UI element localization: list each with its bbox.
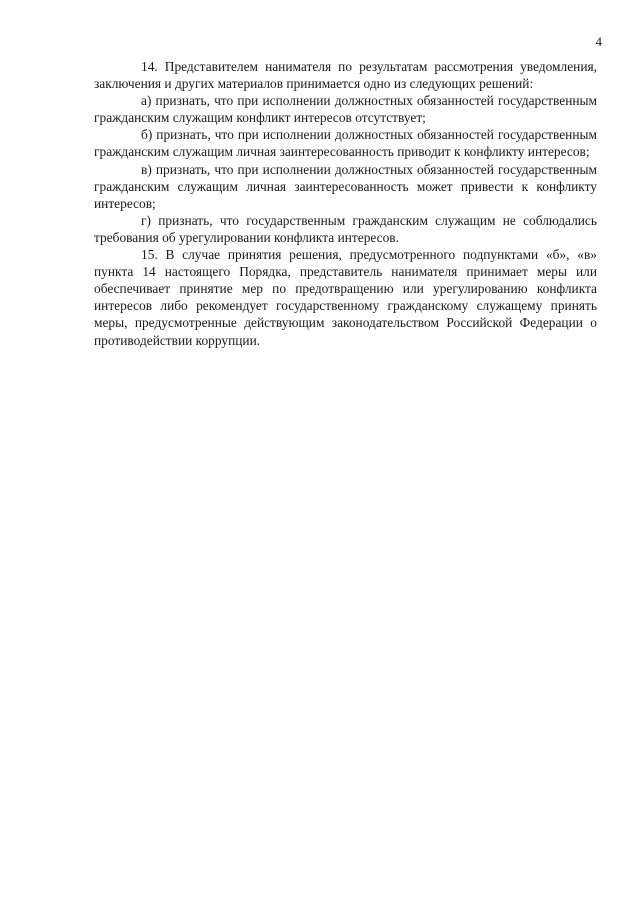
paragraph-item-14: 14. Представителем нанимателя по результатам рассмотрения уведомления, заключения и других материалов принимается одно из следующих решений:: [94, 59, 597, 92]
paragraph-subitem-g: г) признать, что государственным гражданским служащим не соблюдались требования об урегулировании конфликта интересов.: [94, 212, 597, 245]
document-body: [94, 58, 597, 349]
paragraph-subitem-v: в) признать, что при исполнении должностных обязанностей государственным гражданским служащим личная заинтересованность может привести к конфликту интересов;: [94, 161, 597, 211]
paragraph-subitem-b: б) признать, что при исполнении должностных обязанностей государственным гражданским служащим личная заинтересованность приводит к конфликту интересов;: [94, 127, 597, 160]
page-number: 4: [595, 34, 602, 49]
paragraph-subitem-a: а) признать, что при исполнении должностных обязанностей государственным гражданским служащим конфликт интересов отсутствует;: [94, 93, 597, 126]
paragraph-item-15: 15. В случае принятия решения, предусмотренного подпунктами «б», «в» пункта 14 настоящего Порядка, представитель нанимателя принимает меры или обеспечивает принятие мер по предотвращению или урегулированию конфликта интересов либо рекомендует государственному гражданскому служащему принять меры, предусмотренные действующим законодательством Российской Федерации о противодействии коррупции.: [94, 247, 597, 348]
